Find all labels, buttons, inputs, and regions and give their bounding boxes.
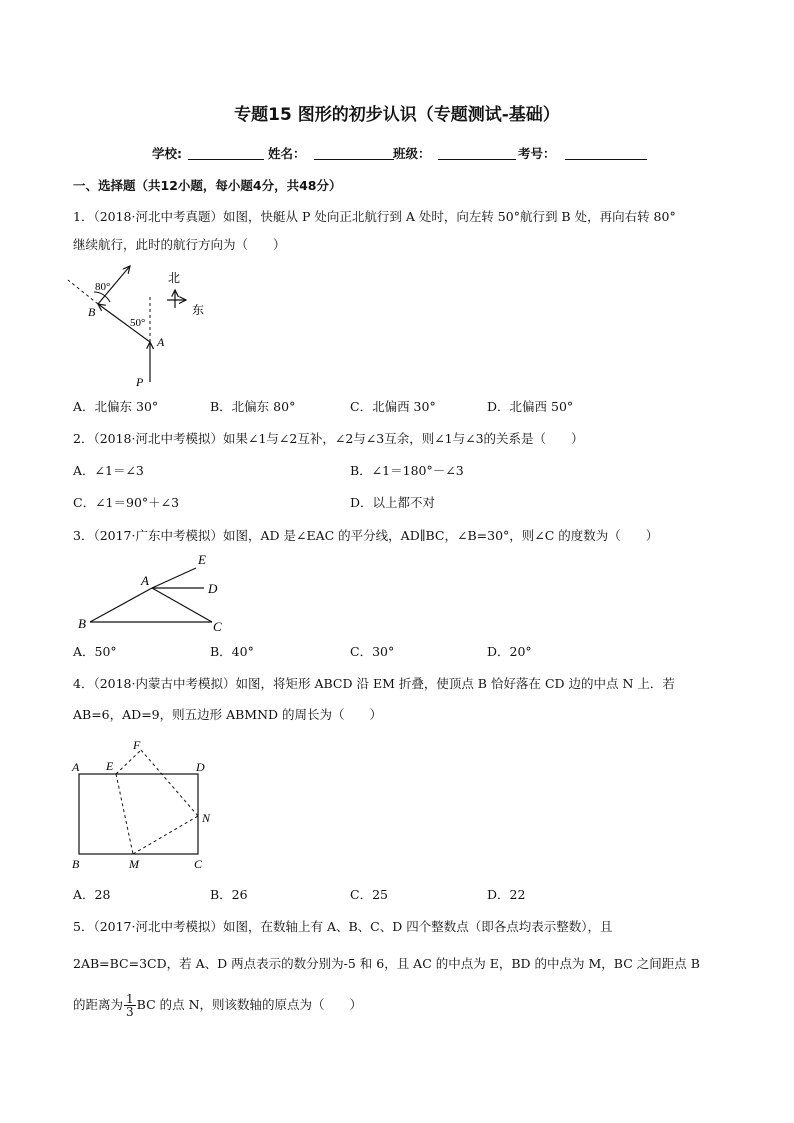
q4-option-d[interactable]: D．22: [487, 887, 526, 902]
q3-label-B: B: [78, 616, 86, 631]
q5-line3-prefix: 的距离为: [73, 997, 124, 1012]
q1-option-a[interactable]: A．北偏东 30°: [73, 399, 159, 414]
q4-fold-EM: [116, 774, 133, 854]
compass-east-label: 东: [192, 303, 205, 317]
q1-text-line2: 继续航行，此时的航行方向为（ ）: [73, 237, 286, 252]
number-blank[interactable]: [565, 145, 647, 160]
page-title: 专题15 图形的初步认识（专题测试-基础）: [234, 105, 560, 125]
name-blank[interactable]: [314, 145, 394, 160]
q3-option-d[interactable]: D．20°: [487, 644, 532, 659]
q4-label-B: B: [72, 857, 80, 871]
q1-option-b[interactable]: B．北偏东 80°: [210, 399, 296, 414]
q4-option-b[interactable]: B．26: [210, 887, 248, 902]
class-blank[interactable]: [438, 145, 516, 160]
q4-text-line2: AB=6，AD=9，则五边形 ABMND 的周长为（ ）: [73, 707, 383, 722]
q4-fold-FN: [141, 750, 198, 816]
q1-label-A: A: [157, 335, 165, 349]
q5-line3-suffix: BC 的点 N，则该数轴的原点为（ ）: [136, 997, 363, 1012]
q3-text: 3．（2017·广东中考模拟）如图，AD 是∠EAC 的平分线，AD∥BC，∠B=30°，则∠C 的度数为（ ）: [73, 528, 659, 543]
fraction-one-third: [124, 993, 136, 1018]
q5-text-line1: 5．（2017·河北中考模拟）如图，在数轴上有 A、B、C、D 四个整数点（即各点均表示整数），且: [73, 919, 613, 934]
q3-segment-AE: [152, 568, 196, 588]
q4-label-A: A: [72, 760, 80, 774]
section-heading: 一、选择题（共12小题，每小题4分，共48分）: [73, 178, 342, 193]
q1-label-50: 50°: [130, 317, 146, 329]
q2-option-a[interactable]: A．∠1＝∠3: [73, 463, 144, 478]
q4-label-F: F: [133, 738, 141, 752]
fraction-numerator: 1: [126, 992, 134, 1006]
q1-option-d[interactable]: D．北偏西 50°: [487, 399, 574, 414]
q4-fold-MN: [133, 816, 198, 854]
q4-fold-EF: [116, 750, 141, 774]
q4-label-E: E: [106, 759, 114, 773]
q3-option-b[interactable]: B．40°: [210, 644, 254, 659]
q1-text-line1: 1．（2018·河北中考真题）如图，快艇从 P 处向正北航行到 A 处时，向左转 50°航行到 B 处，再向右转 80°: [73, 209, 676, 224]
q3-figure: [70, 550, 240, 636]
fraction-denominator: 3: [126, 1005, 134, 1019]
q4-label-M: M: [129, 857, 139, 871]
school-blank[interactable]: [188, 145, 264, 160]
q3-option-a[interactable]: A．50°: [73, 644, 117, 659]
q3-segment-AC: [152, 588, 212, 622]
q4-figure: [66, 736, 226, 876]
q5-text-line2: 2AB=BC=3CD，若 A、D 两点表示的数分别为-5 和 6，且 AC 的中点为 E，BD 的中点为 M，BC 之间距点 B: [73, 956, 700, 971]
q4-label-D: D: [196, 760, 205, 774]
q5-text-line3: [73, 993, 362, 1018]
compass-north-label: 北: [168, 271, 181, 285]
q1-label-80: 80°: [95, 281, 111, 293]
q1-option-c[interactable]: C．北偏西 30°: [350, 399, 436, 414]
q1-extension-dashed-B: [68, 280, 98, 304]
q1-label-B: B: [88, 305, 96, 319]
q4-option-a[interactable]: A．28: [73, 887, 111, 902]
q3-segment-BA: [90, 588, 152, 622]
q4-label-C: C: [194, 857, 203, 871]
q4-option-c[interactable]: C．25: [350, 887, 388, 902]
school-label: 学校:: [152, 146, 182, 161]
q2-text: 2．（2018·河北中考模拟）如果∠1与∠2互补，∠2与∠3互余，则∠1与∠3的关系是（ ）: [73, 431, 584, 446]
q3-label-C: C: [213, 619, 222, 634]
q2-option-c[interactable]: C．∠1＝90°＋∠3: [73, 495, 180, 510]
q3-label-A: A: [141, 573, 149, 588]
q1-figure: [60, 262, 220, 392]
q4-text-line1: 4．（2018·内蒙古中考模拟）如图，将矩形 ABCD 沿 EM 折叠，使顶点 B 恰好落在 CD 边的中点 N 上．若: [73, 676, 675, 691]
number-label: 考号：: [518, 146, 556, 161]
q1-label-P: P: [136, 375, 144, 389]
q4-label-N: N: [202, 811, 211, 825]
q3-label-E: E: [198, 552, 206, 567]
class-label: 班级：: [393, 146, 431, 161]
q3-label-D: D: [208, 581, 218, 596]
name-label: 姓名：: [268, 146, 306, 161]
q3-option-c[interactable]: C．30°: [350, 644, 395, 659]
q4-rectangle-ABCD: [79, 774, 198, 854]
q2-option-b[interactable]: B．∠1＝180°－∠3: [350, 463, 464, 478]
q2-option-d[interactable]: D．以上都不对: [350, 495, 436, 510]
